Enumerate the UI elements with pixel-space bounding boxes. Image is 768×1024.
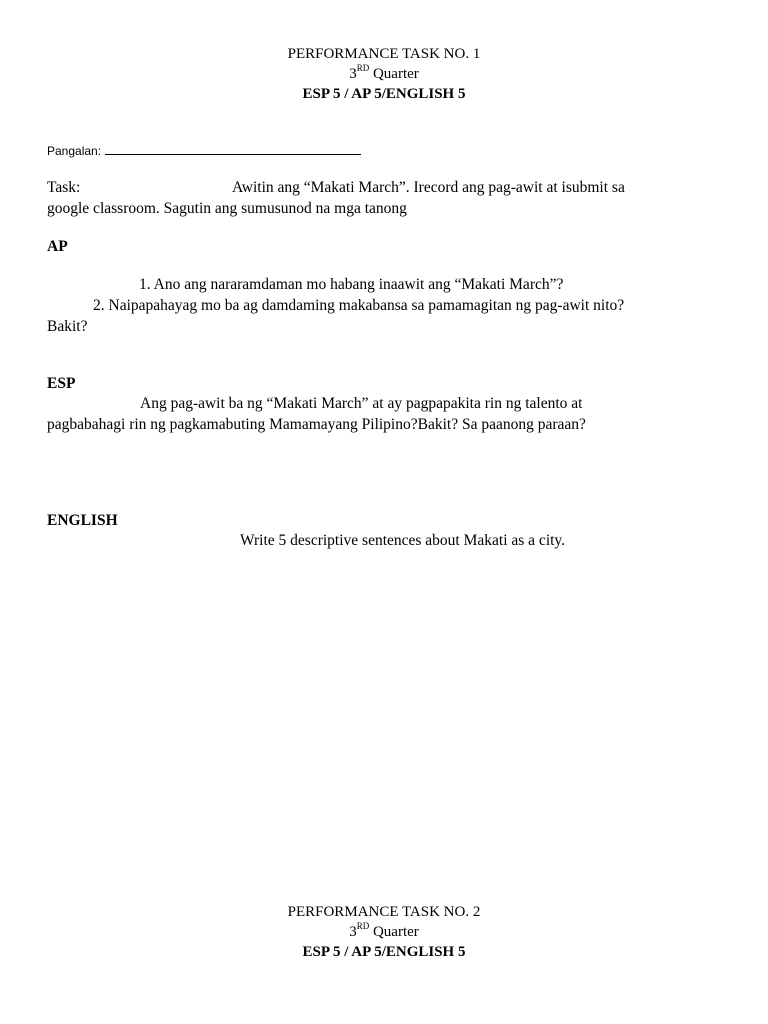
task1-quarter-number: 3 (349, 66, 357, 82)
name-label: Pangalan: (47, 144, 102, 158)
task1-quarter-label: Quarter (372, 66, 419, 82)
task1-header (0, 44, 768, 104)
task-line-1: Awitin ang “Makati March”. Irecord ang pag-awit at isubmit sa (232, 179, 625, 196)
english-instruction: Write 5 descriptive sentences about Makati as a city. (240, 532, 566, 549)
task-label: Task: (47, 179, 81, 196)
task1-quarter-suffix: RD (356, 63, 370, 73)
ap-heading: AP (47, 238, 68, 255)
ap-question-2: 2. Naipapahayag mo ba ag damdaming makabansa sa pamamagitan ng pag-awit nito? (93, 297, 625, 314)
task1-quarter (0, 64, 768, 84)
esp-line-1: Ang pag-awit ba ng “Makati March” at ay pagpapakita rin ng talento at (140, 395, 583, 412)
task2-quarter-number: 3 (349, 924, 357, 940)
task2-quarter (0, 922, 768, 942)
task2-header (0, 902, 768, 962)
esp-question (47, 393, 722, 435)
english-instruction-block (47, 530, 722, 551)
esp-line-2: pagbabahagi rin ng pagkamabuting Mamamayang Pilipino?Bakit? Sa paanong paraan? (47, 416, 586, 433)
task-instructions (47, 177, 722, 219)
english-heading: ENGLISH (47, 512, 118, 529)
task1-subjects: ESP 5 / AP 5/ENGLISH 5 (302, 86, 466, 102)
esp-heading: ESP (47, 375, 76, 392)
task2-title: PERFORMANCE TASK NO. 2 (287, 904, 481, 920)
task2-quarter-suffix: RD (356, 921, 370, 931)
ap-question-2-continuation: Bakit? (47, 318, 88, 335)
ap-questions (47, 274, 722, 337)
name-blank-line[interactable] (105, 142, 361, 155)
name-field (47, 142, 361, 160)
task2-subjects: ESP 5 / AP 5/ENGLISH 5 (302, 944, 466, 960)
task2-quarter-label: Quarter (372, 924, 419, 940)
task-line-2: google classroom. Sagutin ang sumusunod na mga tanong (47, 200, 407, 217)
ap-question-1: 1. Ano ang nararamdaman mo habang inaawit ang “Makati March”? (139, 276, 564, 293)
task1-title: PERFORMANCE TASK NO. 1 (287, 46, 481, 62)
